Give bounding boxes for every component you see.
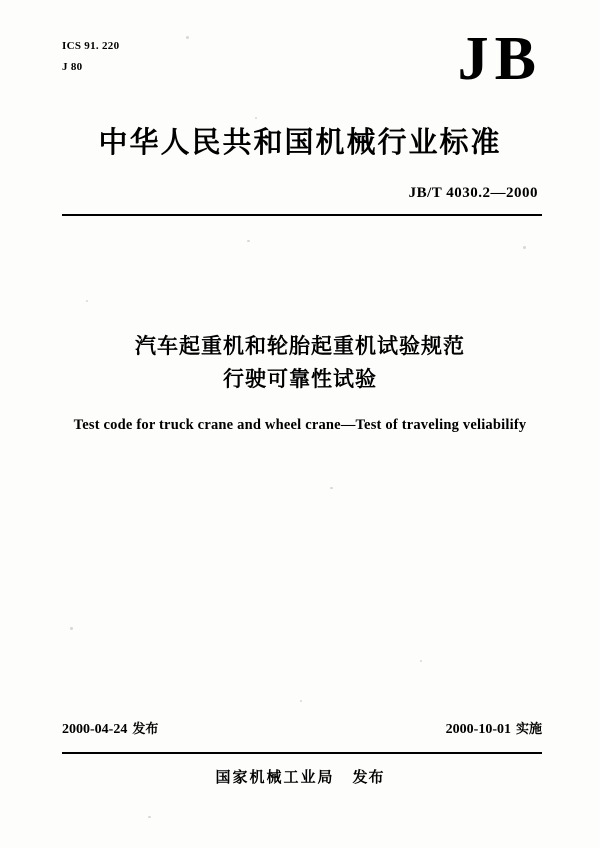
issue-date-label: 发布 xyxy=(132,722,159,737)
header-divider xyxy=(62,214,542,216)
title-en: Test code for truck crane and wheel crane—Test of traveling veliabilify xyxy=(73,417,527,434)
dates-row xyxy=(62,718,542,738)
standard-series-title: 中华人民共和国机械行业标准 xyxy=(98,125,502,159)
scan-speck xyxy=(255,117,257,119)
scan-speck xyxy=(70,627,73,630)
jb-logo: JB xyxy=(457,25,542,93)
effective-date-item xyxy=(446,718,542,738)
scan-speck xyxy=(148,816,151,818)
document-title-block xyxy=(0,330,600,434)
scan-speck xyxy=(86,300,88,302)
title-cn-line1: 汽车起重机和轮胎起重机试验规范 xyxy=(135,334,465,358)
issue-date-item xyxy=(62,718,158,738)
footer-divider xyxy=(62,752,542,754)
ics-block xyxy=(62,36,119,78)
scan-speck xyxy=(420,660,422,662)
publisher-block xyxy=(0,766,600,787)
issue-date: 2000-04-24 xyxy=(62,722,128,737)
publisher-action: 发布 xyxy=(352,768,385,786)
scan-speck xyxy=(523,246,526,249)
scan-speck xyxy=(186,36,189,39)
scan-speck xyxy=(330,487,333,489)
scan-speck xyxy=(300,700,302,702)
ics-code: ICS 91. 220 xyxy=(62,40,120,52)
title-cn-line2: 行驶可靠性试验 xyxy=(223,366,377,391)
classification-code: J 80 xyxy=(62,60,83,73)
effective-date: 2000-10-01 xyxy=(445,722,511,737)
scan-speck xyxy=(247,240,250,242)
effective-date-label: 实施 xyxy=(515,722,542,737)
standard-number: JB/T 4030.2—2000 xyxy=(408,185,538,201)
publisher-name: 国家机械工业局 xyxy=(215,768,335,786)
